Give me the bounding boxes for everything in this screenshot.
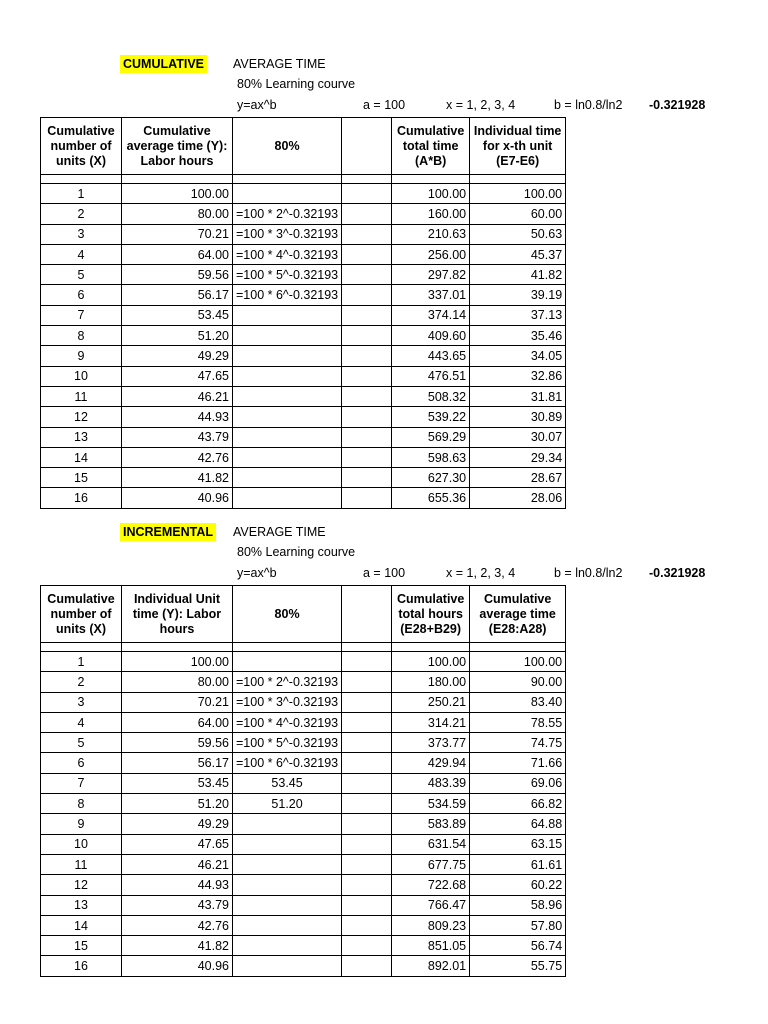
table-row [41,427,566,447]
table-cell[interactable]: 677.75 [392,854,470,874]
table-cell[interactable] [342,285,392,305]
table-cell[interactable] [233,915,342,935]
table-cell[interactable] [233,895,342,915]
table-cell[interactable]: =100 * 6^-0.32193 [233,285,342,305]
table-cell[interactable]: 429.94 [392,753,470,773]
header-cell[interactable]: Cumulative number of units (X) [41,118,122,175]
table-cell[interactable]: 809.23 [392,915,470,935]
table-row [41,814,566,834]
table-cell[interactable] [233,366,342,386]
table-row [41,488,566,508]
table-cell[interactable]: 6 [41,753,122,773]
table-cell[interactable] [233,488,342,508]
table-cell[interactable]: 443.65 [392,346,470,366]
table-cell[interactable]: 55.75 [470,956,566,976]
table-cell[interactable]: 5 [41,733,122,753]
table-cell[interactable]: 80.00 [122,672,233,692]
table-row [41,753,566,773]
table-cell[interactable]: 7 [41,305,122,325]
table-cell[interactable]: 16 [41,956,122,976]
table-cell[interactable]: 51.20 [122,794,233,814]
table-cell[interactable] [233,834,342,854]
table-cell[interactable]: 71.66 [470,753,566,773]
table-cell[interactable]: 58.96 [470,895,566,915]
table-cell[interactable]: 13 [41,427,122,447]
table-cell[interactable] [342,407,392,427]
table-cell[interactable] [342,346,392,366]
table-row [41,834,566,854]
table-cell[interactable] [342,326,392,346]
table-cell[interactable]: 892.01 [392,956,470,976]
table-cell[interactable]: 337.01 [392,285,470,305]
header-cell[interactable]: Individual Unit time (Y): Labor hours [122,586,233,643]
table-cell[interactable]: 56.17 [122,285,233,305]
table-cell[interactable]: 16 [41,488,122,508]
table-row [41,386,566,406]
table-cell[interactable]: 64.00 [122,244,233,264]
table-cell[interactable]: 100.00 [122,184,233,204]
table-cell[interactable]: 598.63 [392,447,470,467]
table-cell[interactable]: 45.37 [470,244,566,264]
table-cell[interactable] [342,773,392,793]
table-cell[interactable]: 9 [41,814,122,834]
table-cell[interactable]: 12 [41,875,122,895]
table-cell[interactable]: 70.21 [122,692,233,712]
table-cell[interactable] [342,794,392,814]
table-cell[interactable]: =100 * 3^-0.32193 [233,692,342,712]
table-cell[interactable] [342,386,392,406]
table-row [41,692,566,712]
table-cell[interactable]: 539.22 [392,407,470,427]
table-cell[interactable]: 66.82 [470,794,566,814]
table-cell[interactable] [233,184,342,204]
table-cell[interactable]: 37.13 [470,305,566,325]
table-row [41,936,566,956]
table-cell[interactable] [342,652,392,672]
table-cell[interactable]: 57.80 [470,915,566,935]
table-cell[interactable]: 2 [41,204,122,224]
table-cell[interactable]: 39.19 [470,285,566,305]
table-cell[interactable]: 10 [41,366,122,386]
table-cell[interactable] [342,712,392,732]
table-cell[interactable]: 210.63 [392,224,470,244]
table-cell[interactable]: 60.22 [470,875,566,895]
table-cell[interactable]: 47.65 [122,834,233,854]
table-cell[interactable] [233,956,342,976]
table-cell[interactable]: 476.51 [392,366,470,386]
table-cell[interactable]: 8 [41,326,122,346]
table-cell[interactable] [233,407,342,427]
table-cell[interactable]: 100.00 [470,184,566,204]
table-cell[interactable]: 12 [41,407,122,427]
table-cell[interactable] [342,204,392,224]
table-cell[interactable]: 627.30 [392,468,470,488]
table-row [41,854,566,874]
table-cell[interactable]: 2 [41,672,122,692]
table-cell[interactable]: 256.00 [392,244,470,264]
table-cell[interactable]: 15 [41,936,122,956]
table-cell[interactable]: 100.00 [470,652,566,672]
table-cell[interactable]: 41.82 [122,936,233,956]
table-row [41,184,566,204]
table-cell[interactable]: 74.75 [470,733,566,753]
table-cell[interactable]: 53.45 [122,305,233,325]
table-cell[interactable]: 51.20 [233,794,342,814]
table-cell[interactable]: 10 [41,834,122,854]
table-cell[interactable] [342,854,392,874]
b-label: b = ln0.8/ln2 [554,98,623,112]
table-row [41,305,566,325]
header-cell[interactable]: Cumulative total time (A*B) [392,118,470,175]
table-cell[interactable] [233,854,342,874]
table-cell[interactable]: 100.00 [392,184,470,204]
table-cell[interactable]: =100 * 5^-0.32193 [233,733,342,753]
table-cell[interactable]: 61.61 [470,854,566,874]
table-cell[interactable]: 3 [41,224,122,244]
table-cell[interactable]: 59.56 [122,265,233,285]
table-cell[interactable] [233,652,342,672]
table-cell[interactable]: 64.88 [470,814,566,834]
x-label: x = 1, 2, 3, 4 [446,566,516,580]
table-cell[interactable]: 374.14 [392,305,470,325]
table-row [41,366,566,386]
table-cell[interactable] [342,244,392,264]
table-cell[interactable] [233,346,342,366]
table-cell[interactable]: 534.59 [392,794,470,814]
table-cell[interactable] [342,875,392,895]
formula-label: y=ax^b [237,566,277,580]
header-cell[interactable]: 80% [233,586,342,643]
table-cell[interactable] [342,834,392,854]
table-cell[interactable]: 14 [41,915,122,935]
table-cell[interactable]: 69.06 [470,773,566,793]
table-row [41,895,566,915]
section-title: AVERAGE TIME [233,525,326,539]
table-cell[interactable]: 9 [41,346,122,366]
table-cell[interactable]: 64.00 [122,712,233,732]
table-cell[interactable]: 6 [41,285,122,305]
table-cell[interactable]: =100 * 2^-0.32193 [233,672,342,692]
table-row [41,224,566,244]
table-row [41,265,566,285]
table-cell[interactable]: 44.93 [122,875,233,895]
section-tag-cumulative: CUMULATIVE [120,55,207,73]
table-cell[interactable] [233,386,342,406]
incremental-table-body [41,586,566,977]
table-row [41,468,566,488]
table-cell[interactable]: 32.86 [470,366,566,386]
table-cell[interactable]: 7 [41,773,122,793]
table-row [41,447,566,467]
table-cell[interactable]: 70.21 [122,224,233,244]
table-cell[interactable] [342,915,392,935]
table-cell[interactable] [342,488,392,508]
table-cell[interactable]: 569.29 [392,427,470,447]
table-cell[interactable] [233,447,342,467]
table-cell[interactable]: 90.00 [470,672,566,692]
table-cell[interactable] [342,366,392,386]
table-cell[interactable]: 250.21 [392,692,470,712]
table-cell[interactable]: 29.34 [470,447,566,467]
header-cell[interactable]: Cumulative average time (Y): Labor hours [122,118,233,175]
table-cell[interactable] [342,936,392,956]
table-cell[interactable]: =100 * 4^-0.32193 [233,244,342,264]
table-cell[interactable]: 722.68 [392,875,470,895]
table-cell[interactable]: 409.60 [392,326,470,346]
table-cell[interactable]: 31.81 [470,386,566,406]
table-cell[interactable]: =100 * 6^-0.32193 [233,753,342,773]
table-cell[interactable]: 41.82 [122,468,233,488]
table-cell[interactable]: 30.07 [470,427,566,447]
table-cell[interactable] [342,672,392,692]
table-cell[interactable]: 49.29 [122,346,233,366]
header-cell[interactable]: 80% [233,118,342,175]
table-cell[interactable]: 5 [41,265,122,285]
table-cell[interactable]: 314.21 [392,712,470,732]
b-value: -0.321928 [649,566,706,580]
table-cell[interactable]: 655.36 [392,488,470,508]
incremental-table [40,585,566,977]
header-cell[interactable]: Cumulative number of units (X) [41,586,122,643]
table-cell[interactable]: 80.00 [122,204,233,224]
table-cell[interactable]: 100.00 [392,652,470,672]
table-cell[interactable]: 28.67 [470,468,566,488]
formula-label: y=ax^b [237,98,277,112]
table-cell[interactable]: 51.20 [122,326,233,346]
table-cell[interactable]: 56.74 [470,936,566,956]
table-row [41,407,566,427]
table-row [41,346,566,366]
table-cell[interactable]: 1 [41,652,122,672]
section-title: AVERAGE TIME [233,57,326,71]
table-cell[interactable]: =100 * 5^-0.32193 [233,265,342,285]
table-cell[interactable]: 53.45 [233,773,342,793]
table-row [41,285,566,305]
table-cell[interactable]: 100.00 [122,652,233,672]
table-cell[interactable]: 43.79 [122,427,233,447]
table-cell[interactable]: 56.17 [122,753,233,773]
table-header-row [41,118,566,175]
table-cell[interactable]: 42.76 [122,447,233,467]
table-row [41,733,566,753]
table-cell[interactable] [342,427,392,447]
x-label: x = 1, 2, 3, 4 [446,98,516,112]
header-cell[interactable] [342,586,392,643]
table-cell[interactable]: 59.56 [122,733,233,753]
table-cell[interactable]: 11 [41,386,122,406]
table-row [41,672,566,692]
table-cell[interactable]: =100 * 3^-0.32193 [233,224,342,244]
a-label: a = 100 [363,98,406,112]
learning-curve-label: 80% Learning courve [237,77,356,91]
cumulative-table-body [41,118,566,509]
b-value: -0.321928 [649,98,706,112]
header-cell[interactable]: Cumulative average time (E28:A28) [470,586,566,643]
header-cell[interactable] [342,118,392,175]
table-cell[interactable]: 1 [41,184,122,204]
table-cell[interactable]: 28.06 [470,488,566,508]
table-row [41,652,566,672]
learning-curve-label: 80% Learning courve [237,545,356,559]
table-cell[interactable]: 46.21 [122,854,233,874]
table-cell[interactable]: 508.32 [392,386,470,406]
table-cell[interactable] [233,305,342,325]
table-cell[interactable]: 30.89 [470,407,566,427]
table-cell[interactable]: 46.21 [122,386,233,406]
table-row [41,773,566,793]
table-row [41,794,566,814]
table-row [41,712,566,732]
table-cell[interactable] [342,224,392,244]
table-cell[interactable]: 4 [41,712,122,732]
table-cell[interactable]: 14 [41,447,122,467]
table-row [41,956,566,976]
table-cell[interactable]: 43.79 [122,895,233,915]
table-cell[interactable]: 15 [41,468,122,488]
table-cell[interactable]: 373.77 [392,733,470,753]
table-cell[interactable]: 583.89 [392,814,470,834]
b-label: b = ln0.8/ln2 [554,566,623,580]
table-row [41,244,566,264]
table-cell[interactable] [342,733,392,753]
table-cell[interactable] [233,875,342,895]
table-cell[interactable]: 78.55 [470,712,566,732]
table-cell[interactable]: 63.15 [470,834,566,854]
table-cell[interactable]: 34.05 [470,346,566,366]
table-cell[interactable]: 297.82 [392,265,470,285]
table-cell[interactable] [233,468,342,488]
table-cell[interactable]: 4 [41,244,122,264]
table-cell[interactable] [342,447,392,467]
a-label: a = 100 [363,566,406,580]
table-cell[interactable]: 35.46 [470,326,566,346]
table-cell[interactable]: 50.63 [470,224,566,244]
table-cell[interactable] [342,814,392,834]
table-cell[interactable]: =100 * 2^-0.32193 [233,204,342,224]
table-cell[interactable]: 40.96 [122,488,233,508]
table-cell[interactable]: 40.96 [122,956,233,976]
table-row [41,326,566,346]
table-cell[interactable] [233,326,342,346]
section-tag-incremental: INCREMENTAL [120,523,216,541]
table-cell[interactable]: 180.00 [392,672,470,692]
table-cell[interactable]: 483.39 [392,773,470,793]
table-cell[interactable] [342,265,392,285]
table-cell[interactable]: 47.65 [122,366,233,386]
table-cell[interactable] [342,468,392,488]
table-row [41,915,566,935]
table-header-row [41,586,566,643]
table-cell[interactable] [233,936,342,956]
table-cell[interactable]: 41.82 [470,265,566,285]
header-cell[interactable]: Individual time for x-th unit (E7-E6) [470,118,566,175]
table-cell[interactable] [233,814,342,834]
table-cell[interactable]: 851.05 [392,936,470,956]
header-cell[interactable]: Cumulative total hours (E28+B29) [392,586,470,643]
cumulative-table [40,117,566,509]
table-cell[interactable]: 3 [41,692,122,712]
table-cell[interactable] [342,184,392,204]
table-cell[interactable] [342,753,392,773]
table-cell[interactable]: 160.00 [392,204,470,224]
table-cell[interactable] [233,427,342,447]
table-cell[interactable]: =100 * 4^-0.32193 [233,712,342,732]
table-cell[interactable] [342,305,392,325]
table-cell[interactable]: 60.00 [470,204,566,224]
table-cell[interactable] [342,692,392,712]
table-row [41,204,566,224]
table-row [41,875,566,895]
table-cell[interactable] [342,956,392,976]
table-cell[interactable]: 8 [41,794,122,814]
table-cell[interactable]: 53.45 [122,773,233,793]
table-cell[interactable]: 83.40 [470,692,566,712]
table-cell[interactable]: 766.47 [392,895,470,915]
table-cell[interactable]: 631.54 [392,834,470,854]
table-cell[interactable]: 49.29 [122,814,233,834]
table-cell[interactable]: 11 [41,854,122,874]
table-cell[interactable]: 44.93 [122,407,233,427]
table-cell[interactable] [342,895,392,915]
table-cell[interactable]: 42.76 [122,915,233,935]
table-cell[interactable]: 13 [41,895,122,915]
